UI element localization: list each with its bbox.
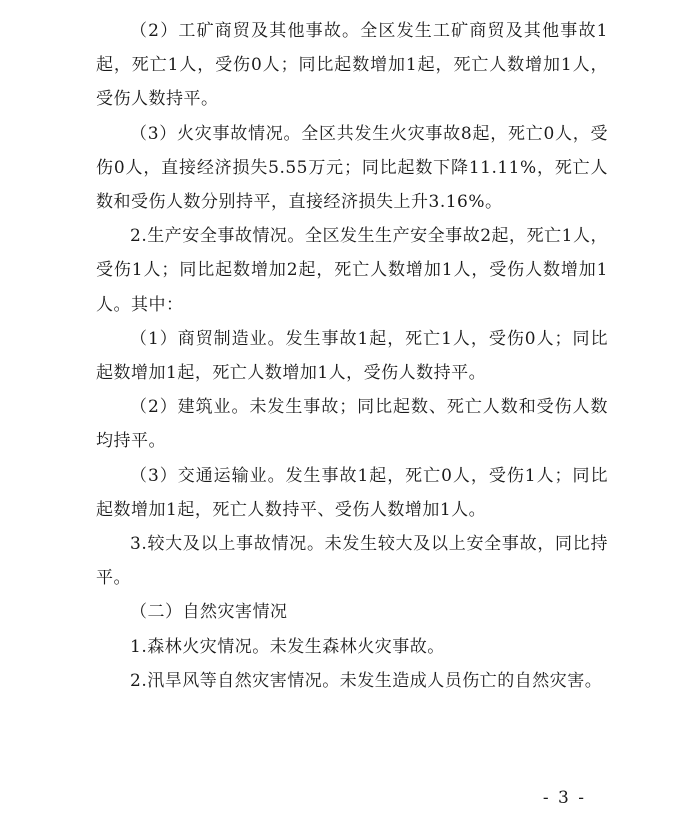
paragraph-major-accidents: 3.较大及以上事故情况。未发生较大及以上安全事故，同比持平。 bbox=[96, 534, 608, 589]
paragraph-fire-accidents: （3）火灾事故情况。全区共发生火灾事故8起，死亡0人，受伤0人，直接经济损失5.55万元；同比起数下降11.11%，死亡人数和受伤人数分别持平，直接经济损失上升3.16%。 bbox=[96, 123, 608, 213]
paragraph-industry-trade-accidents: （2）工矿商贸及其他事故。全区发生工矿商贸及其他事故1起，死亡1人，受伤0人；同比起数增加1起，死亡人数增加1人，受伤人数持平。 bbox=[96, 21, 608, 110]
paragraph-trade-manufacturing: （1）商贸制造业。发生事故1起，死亡1人，受伤0人；同比起数增加1起，死亡人数增加1人，受伤人数持平。 bbox=[96, 328, 608, 384]
page-number: - 3 - bbox=[542, 788, 586, 808]
paragraph-construction: （2）建筑业。未发生事故；同比起数、死亡人数和受伤人数均持平。 bbox=[96, 397, 608, 452]
paragraph-flood-drought-wind: 2.汛旱风等自然灾害情况。未发生造成人员伤亡的自然灾害。 bbox=[130, 670, 603, 691]
paragraph-forest-fires: 1.森林火灾情况。未发生森林火灾事故。 bbox=[130, 636, 445, 657]
document-body bbox=[96, 14, 608, 698]
section-heading-natural-disasters: （二）自然灾害情况 bbox=[130, 602, 288, 623]
paragraph-production-safety-accidents: 2.生产安全事故情况。全区发生生产安全事故2起，死亡1人，受伤1人；同比起数增加2起，死亡人数增加1人，受伤人数增加1人。其中： bbox=[96, 226, 608, 315]
paragraph-transportation: （3）交通运输业。发生事故1起，死亡0人，受伤1人；同比起数增加1起，死亡人数持平、受伤人数增加1人。 bbox=[96, 465, 608, 520]
